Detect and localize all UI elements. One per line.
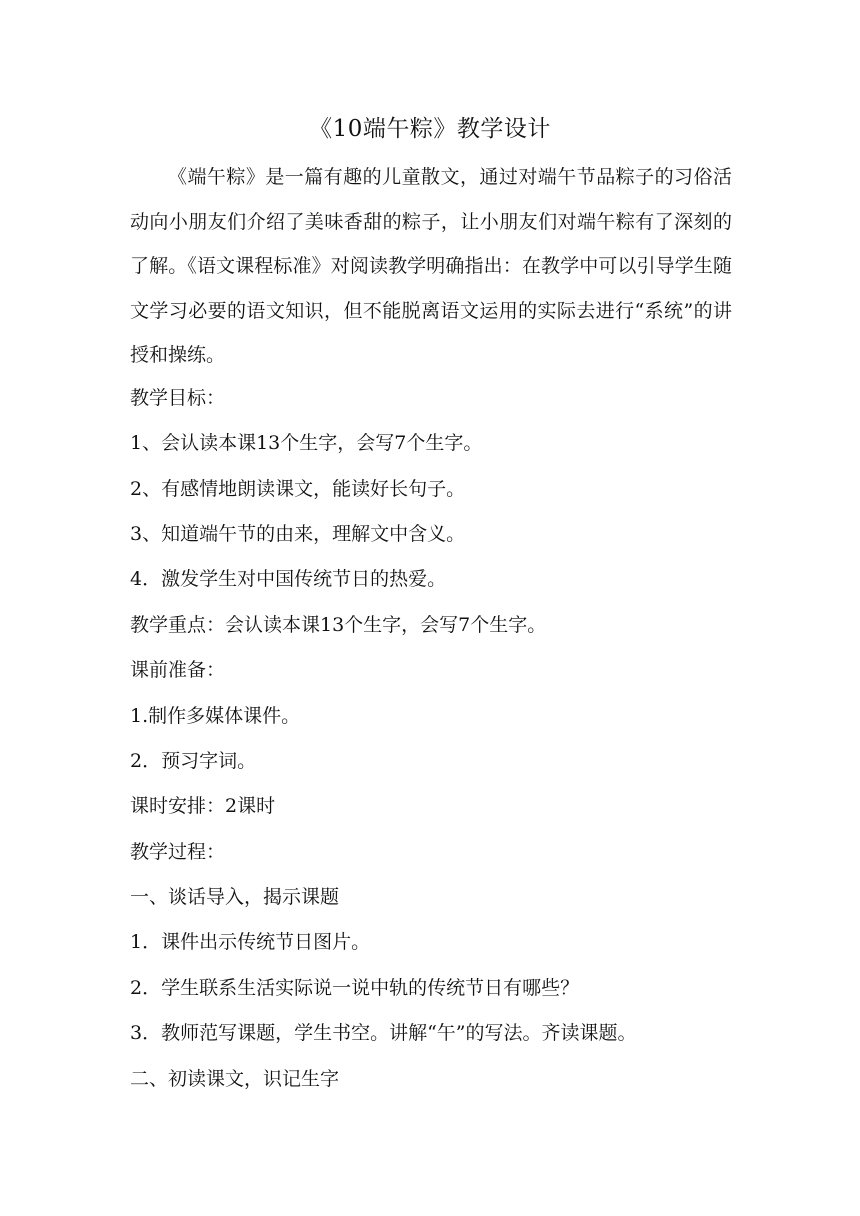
objective-item-1: 1、会认读本课13个生字，会写7个生字。	[130, 432, 483, 454]
process-item-3: 3．教师范写课题，学生书空。讲解“午”的写法。齐读课题。	[130, 1022, 637, 1044]
preparation-item-2: 2．预习字词。	[130, 750, 257, 772]
section-heading-objectives: 教学目标：	[130, 387, 226, 409]
intro-paragraph: 《端午粽》是一篇有趣的儿童散文，通过对端午节品粽子的习俗活动向小朋友们介绍了美味香甜的粽子，让小朋友们对端午粽有了深刻的了解。《语文课程标准》对阅读教学明确指出：在教学中可以引导学生随文学习必要的语文知识，但不能脱离语文运用的实际去进行“系统”的讲授和操练。	[130, 166, 732, 366]
document-title: 《10端午粽》教学设计	[309, 116, 551, 142]
process-item-2: 2．学生联系生活实际说一说中轨的传统节日有哪些？	[130, 977, 580, 999]
process-step-heading-1: 一、谈话导入，揭示课题	[130, 886, 340, 908]
section-heading-process: 教学过程：	[130, 841, 226, 863]
objective-item-3: 3、知道端午节的由来，理解文中含义。	[130, 523, 466, 545]
process-item-1: 1．课件出示传统节日图片。	[130, 931, 371, 953]
objective-item-4: 4．激发学生对中国传统节日的热爱。	[130, 568, 447, 590]
preparation-item-1: 1.制作多媒体课件。	[130, 705, 301, 727]
objective-item-2: 2、有感情地朗读课文，能读好长句子。	[130, 478, 466, 500]
section-heading-preparation: 课前准备：	[130, 659, 226, 681]
schedule-line: 课时安排：2课时	[130, 795, 276, 817]
process-step-heading-2: 二、初读课文，识记生字	[130, 1068, 340, 1090]
key-points-line: 教学重点：会认读本课13个生字，会写7个生字。	[130, 614, 547, 636]
